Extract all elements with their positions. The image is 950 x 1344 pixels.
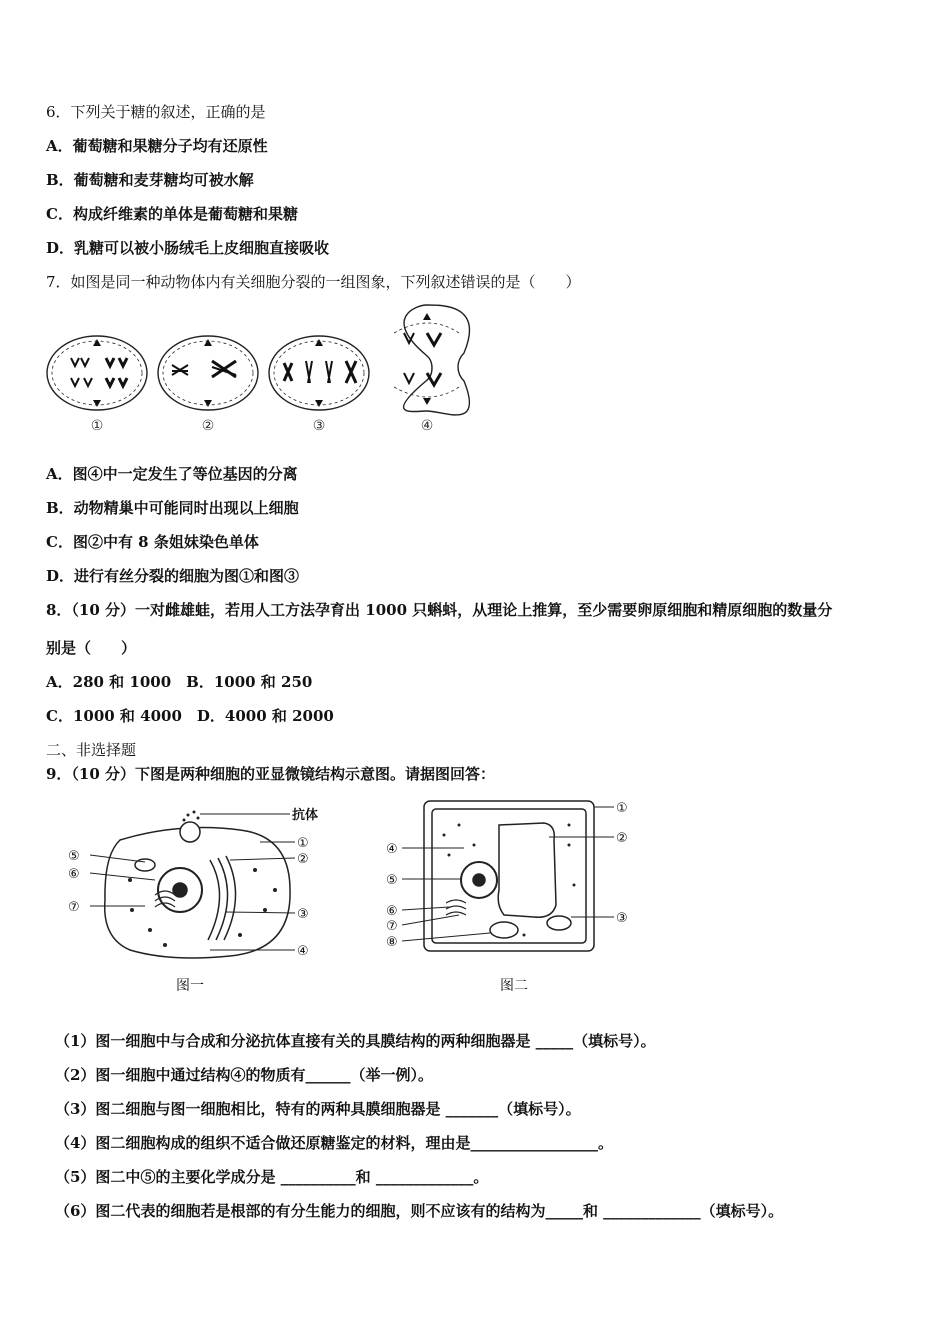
q6-option-a: A．葡萄糖和果糖分子均有还原性	[46, 137, 268, 155]
svg-text:⑤: ⑤	[68, 849, 80, 864]
q9-sub-1: （1）图一细胞中与合成和分泌抗体直接有关的具膜结构的两种细胞器是 _____（填标号）。	[55, 1032, 656, 1050]
svg-text:⑦: ⑦	[68, 900, 80, 915]
svg-text:③: ③	[616, 911, 628, 926]
q7-option-a: A．图④中一定发生了等位基因的分离	[46, 465, 298, 483]
q9-sub-3: （3）图二细胞与图一细胞相比，特有的两种具膜细胞器是 _______（填标号）。	[55, 1100, 581, 1118]
q9-sub-4: （4）图二细胞构成的组织不适合做还原糖鉴定的材料，理由是_________________。	[55, 1134, 613, 1152]
cell-4-label: ④	[420, 418, 434, 434]
q9-sub-5: （5）图二中⑤的主要化学成分是 __________和 _____________。	[55, 1168, 489, 1186]
cell-2-label: ②	[201, 418, 215, 434]
cell-3-label: ③	[312, 418, 326, 434]
svg-text:②: ②	[616, 831, 628, 846]
q6-option-d: D．乳糖可以被小肠绒毛上皮细胞直接吸收	[46, 239, 330, 257]
q8-options-row2: C．1000 和 4000 D．4000 和 2000	[46, 707, 334, 725]
plant-cell-figure	[384, 795, 644, 965]
cell-3-outline	[269, 336, 369, 410]
svg-text:②: ②	[297, 852, 309, 867]
svg-text:④: ④	[297, 944, 309, 959]
svg-text:⑤: ⑤	[386, 873, 398, 888]
q8-options-row1: A．280 和 1000 B．1000 和 250	[46, 673, 313, 691]
q9-sub-6: （6）图二代表的细胞若是根部的有分生能力的细胞，则不应该有的结构为_____和 _____________（填标号）。	[55, 1202, 784, 1220]
q6-stem: 6．下列关于糖的叙述，正确的是	[46, 103, 266, 121]
fig1-caption: 图一	[176, 978, 204, 994]
q7-option-b: B．动物精巢中可能同时出现以上细胞	[46, 499, 299, 517]
animal-cell-figure	[60, 800, 360, 970]
q8-stem-line1: 8．（10 分）一对雌雄蛙，若用人工方法孕育出 1000 只蝌蚪，从理论上推算，至少需要卵原细胞和精原细胞的数量分	[46, 601, 833, 619]
fig2-caption: 图二	[500, 978, 528, 994]
section-title: 二、非选择题	[46, 741, 137, 759]
q6-option-b: B．葡萄糖和麦芽糖均可被水解	[46, 171, 254, 189]
q7-option-d: D．进行有丝分裂的细胞为图①和图③	[46, 567, 300, 585]
q9-stem: 9．（10 分）下图是两种细胞的亚显微镜结构示意图。请据图回答：	[46, 765, 496, 783]
svg-text:④: ④	[386, 842, 398, 857]
cell-2-outline	[158, 336, 258, 410]
cell-1-label: ①	[90, 418, 104, 434]
svg-text:①: ①	[297, 836, 309, 851]
plant-vacuole	[498, 823, 556, 917]
svg-text:⑥: ⑥	[386, 904, 398, 919]
svg-text:③: ③	[297, 907, 309, 922]
svg-text:⑥: ⑥	[68, 867, 80, 882]
cell-1-outline	[47, 336, 147, 410]
q8-stem-line2: 别是（ ）	[46, 639, 137, 657]
cell-division-figure	[44, 303, 474, 438]
svg-text:①: ①	[616, 801, 628, 816]
animal-cell-membrane	[105, 828, 290, 958]
svg-text:⑦: ⑦	[386, 919, 398, 934]
antibody-label: 抗体	[292, 808, 319, 823]
svg-text:⑧: ⑧	[386, 935, 398, 950]
q7-option-c: C．图②中有 8 条姐妹染色单体	[46, 533, 259, 551]
q9-sub-2: （2）图一细胞中通过结构④的物质有______（举一例）。	[55, 1066, 433, 1084]
q6-option-c: C．构成纤维素的单体是葡萄糖和果糖	[46, 205, 298, 223]
q7-stem: 7．如图是同一种动物体内有关细胞分裂的一组图象，下列叙述错误的是（ ）	[46, 273, 581, 291]
cell-4-outline	[404, 305, 470, 415]
